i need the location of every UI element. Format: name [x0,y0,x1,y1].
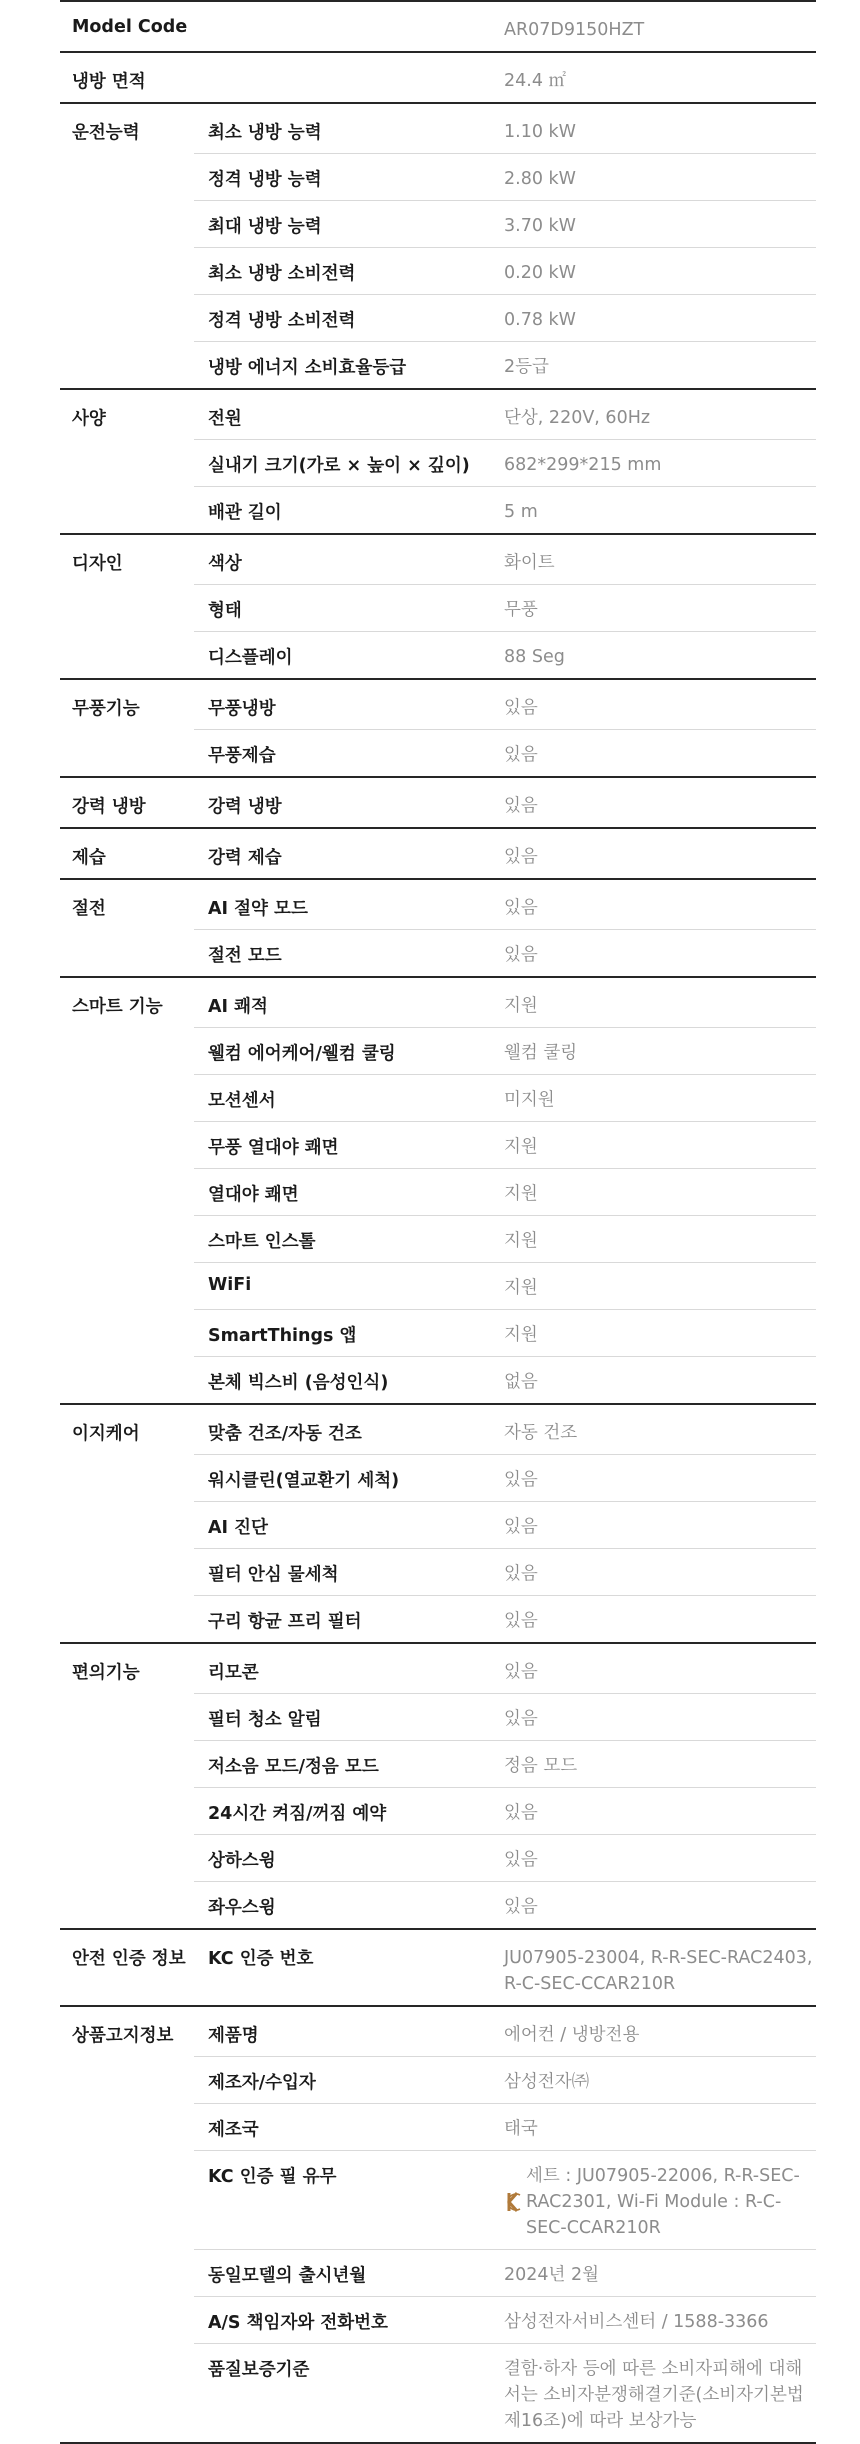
spec-label: 절전 모드 [194,929,504,976]
spec-value: 있음 [504,1787,816,1834]
spec-label: AI 쾌적 [208,997,268,1017]
spec-row [60,2103,816,2150]
group-title [60,2150,194,2249]
spec-label: 디스플레이 [194,631,504,678]
spec-label: 품질보증기준 [194,2343,504,2442]
model-code-value: AR07D9150HZT [504,20,645,40]
spec-group [60,1928,816,2005]
spec-value: 지원 [504,1309,816,1356]
kc-certification-icon [504,2163,526,2241]
spec-row [60,683,816,729]
spec-groups [60,102,816,2444]
spec-label: 무풍제습 [194,729,504,776]
spec-label: 맞춤 건조/자동 건조 [208,1424,362,1444]
spec-label: 전원 [208,409,242,429]
spec-label: 강력 냉방 [208,797,282,817]
spec-value: 0.78 kW [504,294,816,341]
group-title: 무풍기능 [72,699,140,719]
spec-value: 0.20 kW [504,247,816,294]
spec-value: 있음 [504,898,538,918]
spec-group [60,2005,816,2444]
spec-value: 결함·하자 등에 따른 소비자피해에 대해서는 소비자분쟁해결기준(소비자기본법 제16조)에 따라 보상가능 [504,2343,816,2442]
spec-value: 웰컴 쿨링 [504,1027,816,1074]
group-title [60,1693,194,1740]
spec-row [60,1262,816,1309]
spec-value: 지원 [504,1168,816,1215]
spec-value: 있음 [504,729,816,776]
spec-value: 지원 [504,996,538,1016]
model-code-label: Model Code [72,17,188,37]
spec-row [60,1647,816,1693]
spec-row [60,538,816,584]
group-title [60,1501,194,1548]
spec-label: 모션센서 [194,1074,504,1121]
group-title: 제습 [72,848,106,868]
spec-label: 제조국 [194,2103,504,2150]
spec-value: 2등급 [504,341,816,388]
group-title [60,1215,194,1262]
group-title: 운전능력 [72,123,140,143]
spec-row [60,341,816,388]
spec-label: 상하스윙 [194,1834,504,1881]
spec-label: 좌우스윙 [194,1881,504,1928]
spec-label: 웰컴 에어케어/웰컴 쿨링 [194,1027,504,1074]
group-title [60,1595,194,1642]
area-label: 냉방 면적 [72,72,146,92]
spec-label: 실내기 크기(가로 × 높이 × 깊이) [194,439,504,486]
spec-row [60,1787,816,1834]
spec-row [60,1309,816,1356]
spec-row [60,2056,816,2103]
spec-value: 88 Seg [504,631,816,678]
group-title [60,2249,194,2296]
spec-label: 무풍냉방 [208,699,276,719]
spec-value-text: 세트 : JU07905-22006, R-R-SEC-RAC2301, Wi-Fi Module : R-C-SEC-CCAR210R [526,2166,800,2238]
group-title [60,486,194,533]
spec-label: 최소 냉방 능력 [208,123,322,143]
spec-group [60,827,816,878]
group-title [60,153,194,200]
spec-row [60,294,816,341]
spec-row [60,584,816,631]
spec-value: 미지원 [504,1074,816,1121]
spec-row [60,2010,816,2056]
group-title [60,1740,194,1787]
spec-value: 무풍 [504,584,816,631]
spec-value: 삼성전자서비스센터 / 1588-3366 [504,2296,816,2343]
spec-value: 지원 [504,1215,816,1262]
spec-group [60,976,816,1403]
spec-group [60,1642,816,1928]
group-title [60,2056,194,2103]
spec-group [60,678,816,776]
group-title: 이지케어 [72,1424,140,1444]
spec-group [60,878,816,976]
spec-row [60,1121,816,1168]
spec-value: 있음 [504,1881,816,1928]
group-title [60,1262,194,1309]
spec-value: 에어컨 / 냉방전용 [504,2025,640,2045]
spec-label: 본체 빅스비 (음성인식) [194,1356,504,1403]
spec-value: 있음 [504,929,816,976]
spec-value: 5 m [504,486,816,533]
spec-label: 형태 [194,584,504,631]
spec-row [60,729,816,776]
spec-label: KC 인증 번호 [208,1949,314,1969]
spec-value [504,2150,816,2249]
group-title: 강력 냉방 [72,797,146,817]
group-title [60,729,194,776]
spec-row [60,1933,816,2005]
group-title: 사양 [72,409,106,429]
spec-value: 있음 [504,1595,816,1642]
spec-label: 24시간 켜짐/꺼짐 예약 [194,1787,504,1834]
spec-row [60,1501,816,1548]
group-title [60,631,194,678]
group-title [60,2343,194,2442]
group-title [60,1309,194,1356]
spec-value: 있음 [504,847,538,867]
spec-row [60,56,816,102]
spec-value: 있음 [504,1662,538,1682]
spec-label: 동일모델의 출시년월 [194,2249,504,2296]
spec-value: 지원 [504,1121,816,1168]
spec-row [60,2296,816,2343]
spec-label: WiFi [194,1262,504,1309]
spec-label: 리모콘 [208,1663,259,1683]
group-title [60,1356,194,1403]
spec-label: 최소 냉방 소비전력 [194,247,504,294]
spec-label: 구리 항균 프리 필터 [194,1595,504,1642]
spec-group [60,533,816,678]
group-title: 안전 인증 정보 [72,1949,186,1969]
group-title [60,439,194,486]
spec-label: 최대 냉방 능력 [194,200,504,247]
group-title [60,1454,194,1501]
group-title [60,1881,194,1928]
spec-label: SmartThings 앱 [194,1309,504,1356]
group-title [60,929,194,976]
spec-row [60,781,816,827]
spec-row [60,200,816,247]
spec-label: 정격 냉방 소비전력 [194,294,504,341]
spec-row [60,1834,816,1881]
spec-label: A/S 책임자와 전화번호 [194,2296,504,2343]
group-title [60,2103,194,2150]
spec-value: 있음 [504,796,538,816]
spec-table [60,0,816,2431]
spec-label: 저소음 모드/정음 모드 [194,1740,504,1787]
group-title [60,1121,194,1168]
spec-row [60,883,816,929]
group-title: 상품고지정보 [72,2026,174,2046]
spec-label: 냉방 에너지 소비효율등급 [194,341,504,388]
spec-row [60,2249,816,2296]
spec-label: AI 절약 모드 [208,899,308,919]
spec-row [60,832,816,878]
spec-row [60,153,816,200]
spec-label: 필터 청소 알림 [194,1693,504,1740]
spec-row [60,1027,816,1074]
spec-row [60,981,816,1027]
area-value: 24.4 ㎡ [504,71,567,91]
spec-row [60,1740,816,1787]
spec-row [60,1548,816,1595]
spec-row [60,247,816,294]
spec-row [60,1356,816,1403]
spec-value: 지원 [504,1262,816,1309]
spec-row [60,439,816,486]
spec-value: 화이트 [504,553,555,573]
spec-value: 2024년 2월 [504,2249,816,2296]
spec-value: 1.10 kW [504,122,576,142]
spec-row [60,1454,816,1501]
spec-group [60,388,816,533]
spec-row [60,1693,816,1740]
spec-group [60,102,816,388]
spec-row [60,2150,816,2249]
spec-label: 정격 냉방 능력 [194,153,504,200]
spec-row [60,5,816,51]
group-title [60,1787,194,1834]
spec-row [60,107,816,153]
spec-value: 삼성전자㈜ [504,2056,816,2103]
group-title: 디자인 [72,554,123,574]
spec-row [60,631,816,678]
spec-label: 무풍 열대야 쾌면 [194,1121,504,1168]
spec-value: 있음 [504,1548,816,1595]
spec-label: 제품명 [208,2026,259,2046]
spec-row [60,2343,816,2442]
spec-group-model-code [60,0,816,51]
group-title: 스마트 기능 [72,997,163,1017]
spec-label: 필터 안심 물세척 [194,1548,504,1595]
spec-row [60,1595,816,1642]
spec-row [60,1881,816,1928]
spec-label: 워시클린(열교환기 세척) [194,1454,504,1501]
spec-value: 있음 [504,1693,816,1740]
spec-group [60,1403,816,1642]
spec-value: 있음 [504,1834,816,1881]
spec-value: 태국 [504,2103,816,2150]
spec-label: 제조자/수입자 [194,2056,504,2103]
spec-row [60,486,816,533]
spec-value: 단상, 220V, 60Hz [504,408,651,428]
spec-value: 정음 모드 [504,1740,816,1787]
group-title [60,1834,194,1881]
spec-value: 없음 [504,1356,816,1403]
spec-value: 있음 [504,698,538,718]
group-title [60,294,194,341]
spec-row [60,393,816,439]
spec-row [60,1215,816,1262]
group-title [60,200,194,247]
group-title [60,584,194,631]
spec-row [60,1168,816,1215]
spec-label: 강력 제습 [208,848,282,868]
spec-group-area [60,51,816,102]
spec-row [60,1408,816,1454]
spec-label: 색상 [208,554,242,574]
spec-row [60,929,816,976]
spec-label: AI 진단 [194,1501,504,1548]
spec-value: 있음 [504,1454,816,1501]
spec-value: 682*299*215 mm [504,439,816,486]
spec-label: 배관 길이 [194,486,504,533]
spec-value: 2.80 kW [504,153,816,200]
spec-label: 스마트 인스톨 [194,1215,504,1262]
group-title: 편의기능 [72,1663,140,1683]
spec-label: KC 인증 필 유무 [194,2150,504,2249]
group-title [60,247,194,294]
spec-row [60,1074,816,1121]
group-title [60,341,194,388]
group-title [60,1074,194,1121]
spec-value: 3.70 kW [504,200,816,247]
group-title: 절전 [72,899,106,919]
group-title [60,1168,194,1215]
group-title [60,1027,194,1074]
spec-value: 있음 [504,1501,816,1548]
spec-label: 열대야 쾌면 [194,1168,504,1215]
spec-value: JU07905-23004, R-R-SEC-RAC2403, R-C-SEC-CCAR210R [504,1948,813,1994]
group-title [60,2296,194,2343]
spec-group [60,776,816,827]
group-title [60,1548,194,1595]
spec-value: 자동 건조 [504,1423,578,1443]
